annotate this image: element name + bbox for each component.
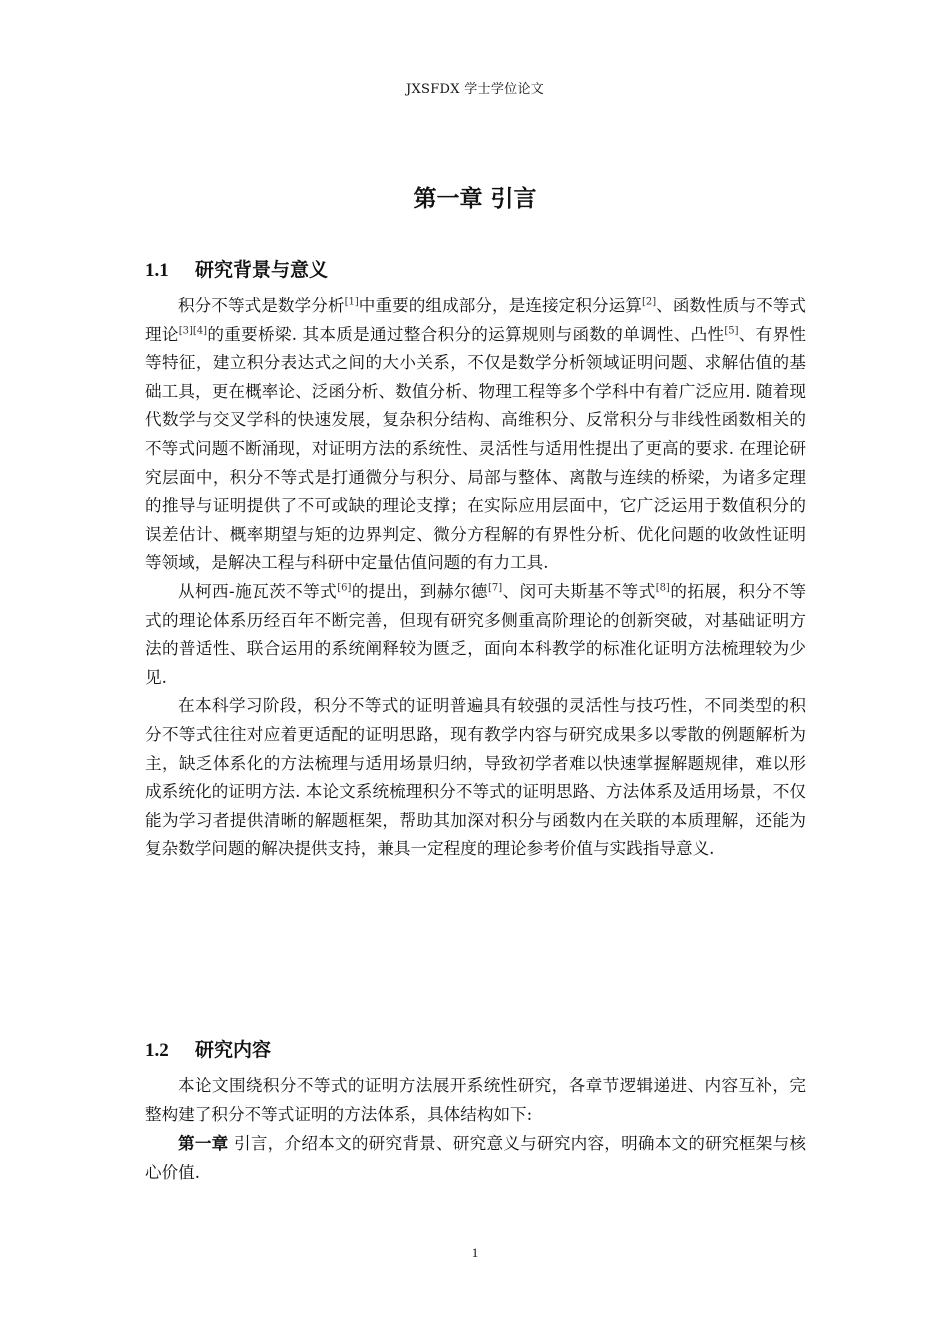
section-1-1-body xyxy=(145,292,806,864)
citation-ref[interactable]: [8] xyxy=(655,582,670,594)
running-header: JXSFDX 学士学位论文 xyxy=(405,82,545,97)
citation-ref[interactable]: [7] xyxy=(487,582,503,594)
section-1-2-body xyxy=(145,1072,806,1187)
citation-ref[interactable]: [3][4] xyxy=(178,325,208,337)
text-run: 的重要桥梁. 其本质是通过整合积分的运算规则与函数的单调性、凸性 xyxy=(207,324,725,344)
citation-ref[interactable]: [5] xyxy=(724,325,739,337)
paragraph xyxy=(145,1129,806,1187)
chapter-title: 第一章 引言 xyxy=(413,186,537,212)
paragraph: 本论文围绕积分不等式的证明方法展开系统性研究，各章节逻辑递进、内容互补，完整构建了积分不等式证明的方法体系，具体结构如下: xyxy=(145,1076,806,1124)
section-heading-1-2 xyxy=(145,1035,271,1062)
text-run: 、有界性等特征，建立积分表达式之间的大小关系，不仅是数学分析领域证明问题、求解估值的基础工具，更在概率论、泛函分析、数值分析、物理工程等多个学科中有着广泛应用. 随着现代数学与交叉学科的快速发展，复杂积分结构、高维积分、反常积分与非线性函数相关的不等式问题不断涌现，对证明方法的系统性、灵活性与适用性提出了更高的要求. 在理论研究层面中，积分不等式是打通微分与积分、局部与整体、离散与连续的桥梁，为诸多定理的推导与证明提供了不可或缺的理论支撑；在实际应用层面中，它广泛运用于数值积分的误差估计、概率期望与矩的边界判定、微分方程解的有界性分析、优化问题的收敛性证明等领域，是解决工程与科研中定量估值问题的有力工具. xyxy=(145,324,807,573)
section-number: 1.2 xyxy=(145,1040,169,1061)
section-heading-1-1 xyxy=(145,255,328,282)
text-run: 的提出，到赫尔德 xyxy=(351,581,488,601)
text-run: 引言，介绍本文的研究背景、研究意义与研究内容，明确本文的研究框架与核心价值. xyxy=(145,1134,807,1182)
section-number: 1.1 xyxy=(145,260,169,281)
paragraph: 在本科学习阶段，积分不等式的证明普遍具有较强的灵活性与技巧性，不同类型的积分不等式往往对应着更适配的证明思路，现有教学内容与研究成果多以零散的例题解析为主，缺乏体系化的方法梳理与适用场景归纳，导致初学者难以快速掌握解题规律，难以形成系统化的证明方法. 本论文系统梳理积分不等式的证明思路、方法体系及适用场景，不仅能为学习者提供清晰的解题框架，帮助其加深对积分与函数内在关联的本质理解，还能为复杂数学问题的解决提供支持，兼具一定程度的理论参考价值与实践指导意义. xyxy=(145,696,806,859)
text-run: 、函数性质与不等式理论 xyxy=(145,296,807,344)
chapter-label: 第一章 xyxy=(178,1133,229,1154)
section-title: 研究背景与意义 xyxy=(195,259,329,281)
citation-ref[interactable]: [6] xyxy=(337,582,352,594)
section-title: 研究内容 xyxy=(195,1039,272,1061)
citation-ref[interactable]: [1] xyxy=(344,296,359,308)
citation-ref[interactable]: [2] xyxy=(641,296,657,308)
text-run: 中重要的组成部分，是连接定积分运算 xyxy=(358,296,642,315)
text-run: 的拓展，积分不等式的理论体系历经百年不断完善，但现有研究多侧重高阶理论的创新突破，对基础证明方法的普适性、联合运用的系统阐释较为匮乏，面向本科教学的标准化证明方法梳理较为少见. xyxy=(145,581,807,687)
text-run: 、闵可夫斯基不等式 xyxy=(502,581,656,601)
page-number: 1 xyxy=(471,1245,479,1260)
paragraph xyxy=(145,292,806,578)
paragraph xyxy=(145,578,806,692)
text-run: 积分不等式是数学分析 xyxy=(178,296,345,315)
text-run: 从柯西-施瓦茨不等式 xyxy=(178,581,338,601)
